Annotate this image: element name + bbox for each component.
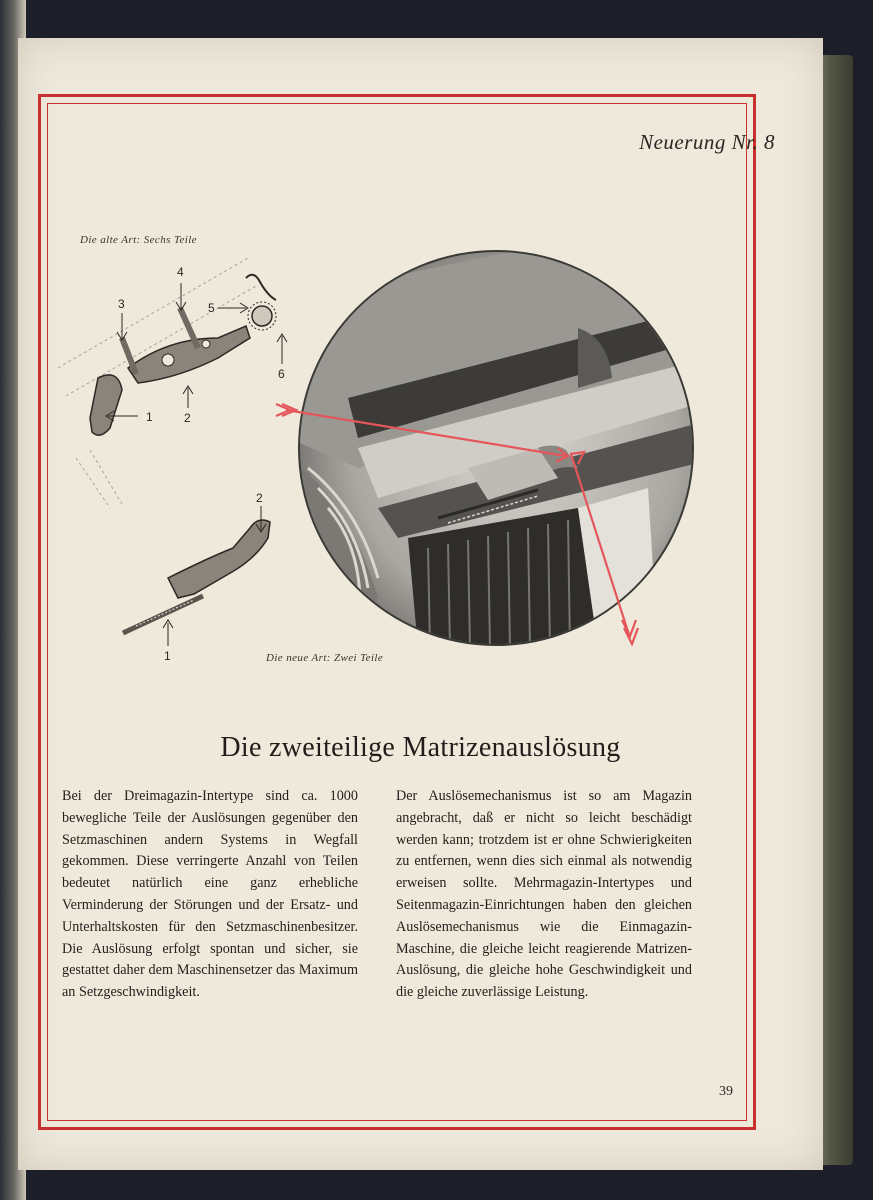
article-column-left: Bei der Dreimagazin-Intertype sind ca. 1000 bewegliche Teile der Auslösungen gegenüber den Setzmaschinen andern Systems in Wegfall gekommen. Diese verringerte Anzahl von Teilen bedeutet natürlich eine ganz erhebliche Verminderung der Störungen und der Ersatz- und Unterhaltskosten für den Setzmaschinenbesitzer. Die Auslösung erfolgt spontan und sicher, sie gestattet daher dem Maschinensetzer das Maximum an Setzgeschwindigkeit. <box>62 788 358 1001</box>
old-part-label-6: 6 <box>278 367 285 381</box>
caption-new-method: Die neue Art: Zwei Teile <box>266 652 384 664</box>
new-release-parts-drawing <box>123 506 270 646</box>
old-part-label-5: 5 <box>208 301 215 315</box>
new-part-label-1: 1 <box>164 649 171 663</box>
old-part-label-4: 4 <box>177 265 184 279</box>
new-part-label-2: 2 <box>256 491 263 505</box>
article-column-right: Der Auslösemechanismus ist so am Magazin angebracht, daß er nicht so leicht beschädigt werden kann; trotzdem ist er ohne Schwierigkeiten zu entfernen, wenn dies sich einmal als notwendig erweisen sollte. Mehrmagazin-Intertypes und Seitenmagazin-Einrichtungen haben den gleichen Auslösemechanismus wie die Einmagazin-Maschine, die gleiche leicht reagierende Matrizen-Auslösung, die gleiche hohe Geschwindigkeit und die gleiche zuverlässige Leistung. <box>396 788 692 1001</box>
old-part-label-3: 3 <box>118 297 125 311</box>
old-release-parts-drawing <box>58 258 287 508</box>
page-number: 39 <box>719 1084 733 1099</box>
book-page <box>18 38 823 1170</box>
old-part-label-2: 2 <box>184 411 191 425</box>
caption-old-method: Die alte Art: Sechs Teile <box>80 234 197 246</box>
article-title: Die zweiteilige Matrizenauslösung <box>220 732 621 763</box>
matrix-release-illustration <box>18 38 823 728</box>
old-part-label-1: 1 <box>146 410 153 424</box>
magnified-mechanism-circle <box>288 238 718 658</box>
innovation-number-heading: Neuerung Nr. 8 <box>639 130 775 154</box>
